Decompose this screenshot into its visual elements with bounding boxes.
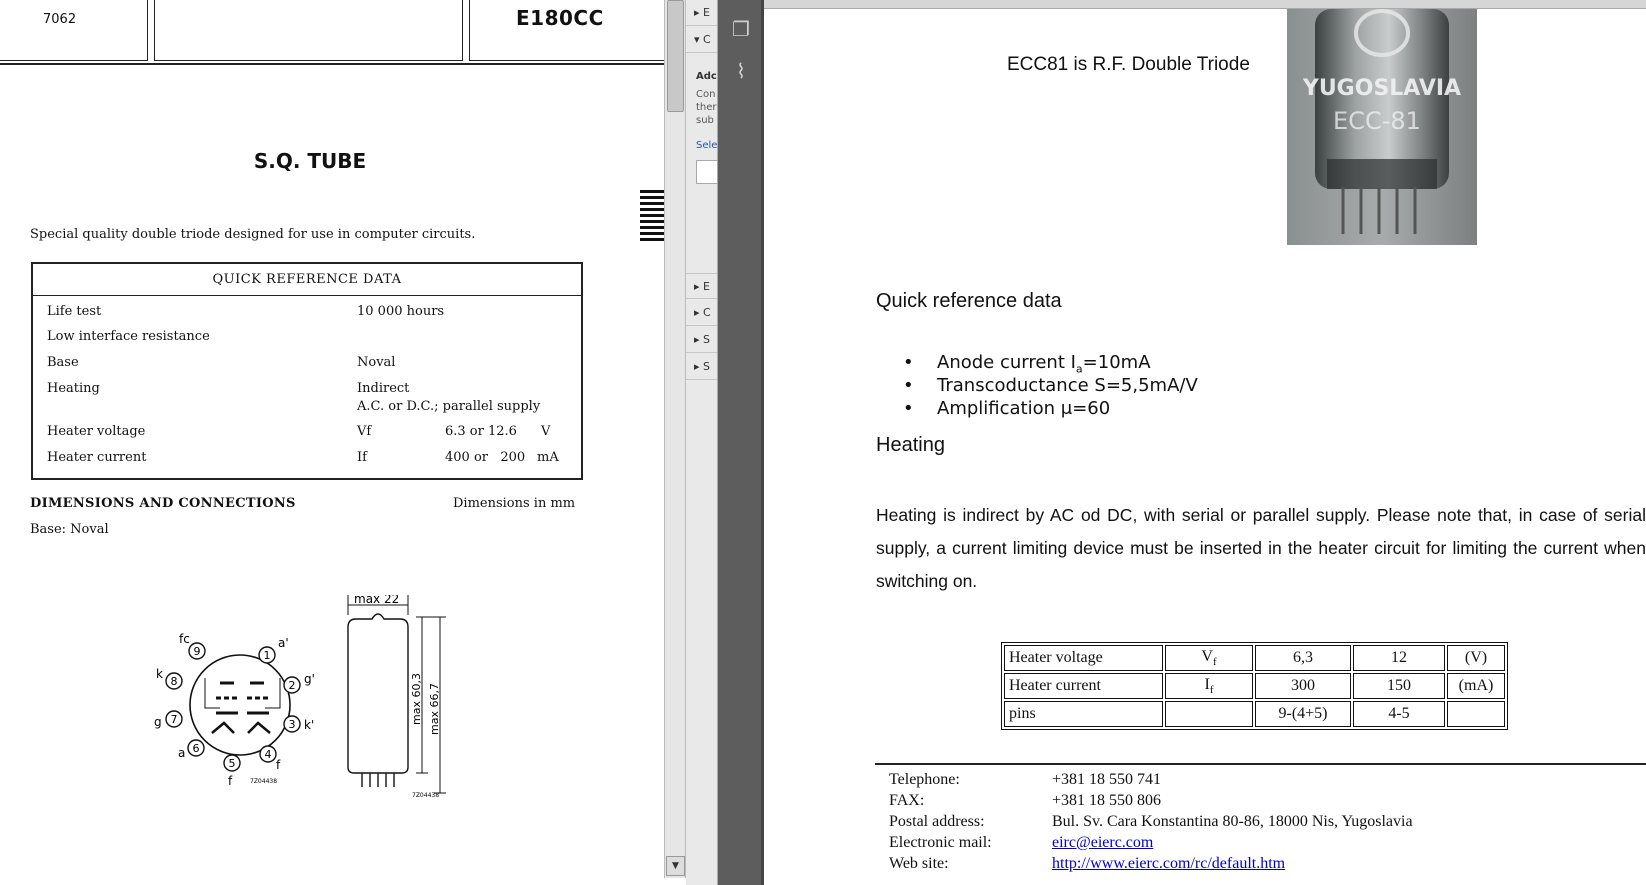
photo-print-type: ECC-81 [1333, 107, 1421, 135]
pin-label-5: f [228, 774, 233, 788]
table-row [1004, 645, 1505, 671]
table-cell: 12 [1353, 645, 1445, 671]
pin-num-3: 3 [288, 718, 296, 731]
contact-label-email: Electronic mail: [889, 834, 992, 851]
row-symbol-heater-current: If [357, 450, 367, 465]
pin-num-4: 4 [264, 748, 272, 761]
pin-num-8: 8 [170, 675, 178, 688]
bullet-transconductance [903, 375, 1198, 398]
tube-photo [1287, 9, 1477, 245]
row-value-heater-current: 400 or 200 [445, 450, 526, 465]
website-link[interactable]: http://www.eierc.com/rc/default.htm [1052, 855, 1286, 872]
table-cell: Heater voltage [1004, 645, 1163, 671]
tube-diagram-ref: 7Z04438 [412, 792, 440, 799]
contact-label-fax: FAX: [889, 792, 925, 809]
panel-add-line-2: ther [696, 102, 717, 113]
table-row [1004, 673, 1505, 699]
tube-type: E180CC [516, 6, 604, 30]
panel-add-line-1: Con [696, 89, 716, 100]
contact-value-postal: Bul. Sv. Cara Konstantina 80-86, 18000 Nis, Yugoslavia [1052, 813, 1413, 830]
pin-label-7: g [154, 715, 162, 729]
email-link[interactable]: eirc@eierc.com [1052, 834, 1154, 851]
bullet-anode-tail: =10mA [1082, 352, 1151, 373]
panel-add-label: Adc [696, 71, 717, 82]
table-cell [1165, 645, 1253, 671]
heating-heading: Heating [876, 434, 945, 456]
bullet-anode-text: Anode current I [937, 352, 1076, 373]
scrollbar-thumb[interactable] [667, 0, 684, 112]
panel-item-2-label: C [703, 33, 711, 46]
max-height-2-label: max 66,7 [428, 683, 441, 735]
page-split-marker [640, 190, 664, 242]
row-value-heating-supply: A.C. or D.C.; parallel supply [357, 399, 541, 414]
electrode-symbols [216, 683, 269, 713]
row-label-heating: Heating [47, 381, 100, 396]
bullet-anode-sub: a [1075, 362, 1083, 376]
table-cell [1165, 673, 1253, 699]
panel-item-3-label: E [703, 280, 710, 293]
panel-item-4-label: C [703, 306, 711, 319]
quick-reference-list [903, 352, 1198, 421]
contact-label-website: Web site: [889, 855, 949, 872]
table-cell: pins [1004, 701, 1163, 727]
pin-label-3: k' [304, 718, 315, 732]
pin-num-9: 9 [193, 645, 201, 658]
bullet-anode-current [903, 352, 1198, 375]
pin-num-7: 7 [170, 713, 178, 726]
pin-num-2: 2 [288, 679, 296, 692]
right-document-pane [767, 9, 1646, 885]
row-label-heater-voltage: Heater voltage [47, 424, 146, 439]
pin-num-5: 5 [228, 757, 236, 770]
tube-outline [348, 614, 408, 787]
pin-diagram-ref: 7Z04438 [250, 778, 278, 785]
pin-label-2: g' [304, 672, 315, 686]
heating-paragraph: Heating is indirect by AC od DC, with serial or parallel supply. Please note that, in case of serial supply, a current limiting device must be inserted in the heater circuit for limiting the current when switching on. [876, 505, 1646, 591]
panel-add-line-3: sub [696, 115, 714, 126]
pin-label-8: k [156, 667, 163, 681]
navigation-toolbar [718, 0, 764, 885]
base-noval: Base: Noval [30, 522, 109, 537]
intro-text: Special quality double triode designed for use in computer circuits. [30, 227, 476, 242]
top-toolbar-strip [764, 0, 1646, 9]
max-height-1-label: max 60,3 [410, 673, 423, 725]
row-label-life-test: Life test [47, 304, 102, 319]
footer-rule [875, 763, 1646, 765]
symbol-vf: Vf [357, 424, 372, 439]
contact-label-postal: Postal address: [889, 813, 985, 830]
pin-label-4: f [276, 758, 281, 772]
left-document-pane [0, 0, 664, 878]
side-panel [686, 0, 718, 885]
contact-value-fax: +381 18 550 806 [1052, 792, 1162, 809]
row-value-life-test: 10 000 hours [357, 304, 445, 319]
panel-item-6-label: S [703, 360, 711, 373]
contact-label-telephone: Telephone: [889, 771, 960, 788]
pin-num-1: 1 [263, 649, 271, 662]
row-label-heater-current: Heater current [47, 450, 147, 465]
table-cell: 150 [1353, 673, 1445, 699]
ecc81-title: ECC81 is R.F. Double Triode [1007, 54, 1250, 75]
panel-item-5-label: S [703, 333, 711, 346]
header-type-box [469, 0, 664, 61]
row-symbol-heater-voltage [357, 424, 371, 439]
document-code: 7062 [43, 12, 77, 27]
dimensions-units: Dimensions in mm [453, 496, 576, 511]
panel-item-3[interactable]: ▸ E [686, 273, 718, 299]
row-value-base: Noval [357, 355, 396, 370]
contact-value-telephone: +381 18 550 741 [1052, 771, 1162, 788]
panel-item-1[interactable]: ▸ E [686, 0, 718, 26]
table-cell: 9-(4+5) [1255, 701, 1351, 727]
panel-select-label[interactable]: Sele [696, 140, 718, 151]
symbol-sub: f [1212, 656, 1217, 669]
bullet-amplification-text: Amplification μ=60 [937, 398, 1111, 419]
table-cell: 4-5 [1353, 701, 1445, 727]
attachment-icon[interactable]: ⌇ [736, 59, 746, 83]
vertical-scrollbar[interactable] [664, 0, 686, 878]
table-cell: (mA) [1447, 673, 1505, 699]
scroll-down-arrow-icon[interactable]: ▼ [666, 856, 685, 876]
table-cell [1165, 701, 1253, 727]
table-cell: 6,3 [1255, 645, 1351, 671]
table-cell: Heater current [1004, 673, 1163, 699]
panel-item-5[interactable]: ▸ S [686, 327, 718, 353]
bullet-transconductance-text: Transcoductance S=5,5mA/V [937, 375, 1198, 396]
pages-icon[interactable]: ❐ [732, 17, 750, 41]
pin-num-6: 6 [192, 742, 200, 755]
row-value-heater-voltage: 6.3 or 12.6 [445, 424, 517, 439]
row-value-heating: Indirect [357, 381, 410, 396]
symbol-sub: f [1209, 684, 1214, 697]
table-cell: (V) [1447, 645, 1505, 671]
panel-item-6[interactable]: ▸ S [686, 354, 718, 380]
max-diameter-label: max 22 [354, 595, 400, 606]
panel-item-4[interactable]: ▸ C [686, 300, 718, 326]
header-rule [0, 63, 664, 65]
row-unit-heater-voltage: V [541, 424, 551, 439]
table-cell: 300 [1255, 673, 1351, 699]
row-unit-heater-current: mA [537, 450, 559, 465]
dimensions-title: DIMENSIONS AND CONNECTIONS [30, 496, 296, 511]
symbol-i: I [1204, 675, 1210, 693]
quick-reference-title: QUICK REFERENCE DATA [33, 264, 581, 296]
row-label-interface: Low interface resistance [47, 329, 210, 344]
pin-label-9: fc [179, 632, 190, 646]
table-row [1004, 701, 1505, 727]
pin-label-6: a [178, 746, 186, 760]
quick-reference-heading: Quick reference data [876, 290, 1062, 312]
pin-label-1: a' [278, 636, 289, 650]
quick-reference-table [31, 262, 583, 480]
panel-select-input[interactable] [696, 160, 718, 184]
header-middle-box [154, 0, 463, 61]
table-cell [1447, 701, 1505, 727]
panel-item-2[interactable]: ▾ C [686, 27, 718, 53]
bullet-amplification [903, 398, 1198, 421]
row-label-base: Base [47, 355, 79, 370]
page-title: S.Q. TUBE [253, 149, 367, 173]
panel-item-1-label: E [703, 6, 710, 19]
pin-diagram [150, 595, 450, 805]
heater-table [1001, 642, 1508, 730]
header-code-box [0, 0, 148, 61]
symbol-v: V [1201, 647, 1213, 665]
photo-print-country: YUGOSLAVIA [1302, 76, 1462, 101]
